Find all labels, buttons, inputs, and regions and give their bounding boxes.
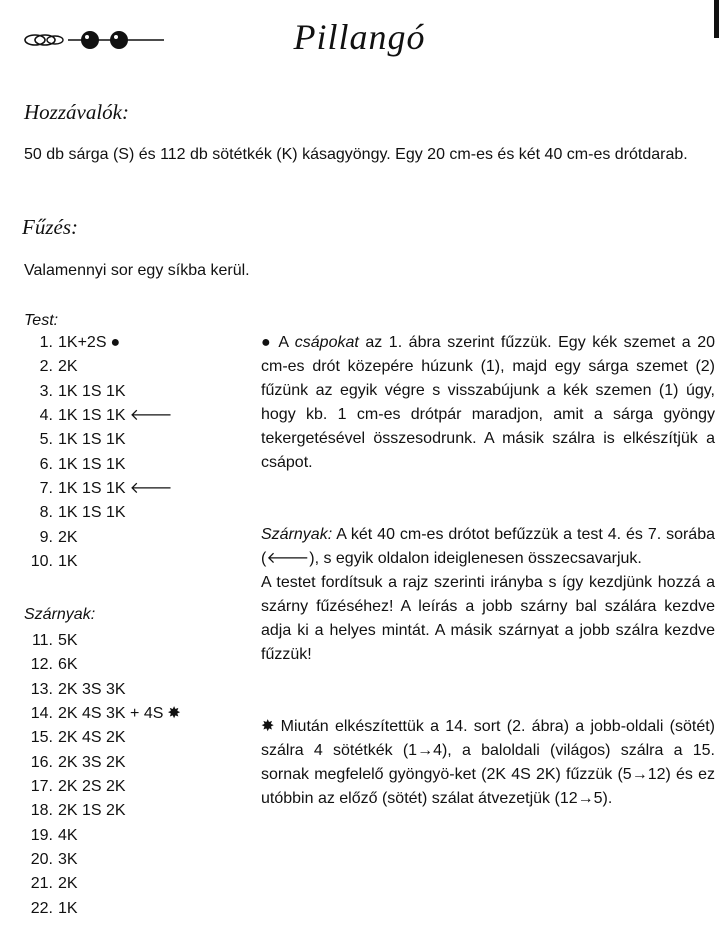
- pattern-row: [20, 702, 240, 726]
- pattern-row: [20, 775, 240, 799]
- antennae-note-lead: A: [278, 334, 289, 351]
- wings-note-continued: A testet fordítsuk a rajz szerinti irányba s így kezdjünk hozzá a szárny fűzéséhez! A leírás a jobb szárny bal szálára kezdve adja ki a helyes mintát. A másik szárnyat a jobb szálra kezdve fűzzük!: [261, 574, 715, 663]
- wings-note-text-a: A két 40 cm-es drótot befűzzük a test 4. és 7. sorába (: [261, 526, 716, 567]
- row-number: 20.: [30, 851, 53, 869]
- pattern-row: [20, 799, 240, 823]
- row-pattern: 2K: [58, 528, 78, 546]
- row-number: 8.: [39, 504, 53, 522]
- row-pattern: 1K+2S: [58, 334, 107, 351]
- row-pattern: 2K 4S 3K + 4S: [58, 705, 164, 723]
- wings-section-label: Szárnyak:: [24, 606, 96, 623]
- row-pattern: 1K 1S 1K: [58, 504, 126, 522]
- wings-note: [261, 523, 715, 571]
- pattern-row: [20, 380, 240, 404]
- row-number: 3.: [39, 382, 53, 400]
- row-pattern: 2K: [58, 875, 78, 893]
- row-number: 10.: [30, 553, 53, 571]
- row-number: 7.: [39, 480, 53, 498]
- pattern-row: [20, 751, 240, 775]
- left-arrow-icon: 🡐: [266, 550, 310, 567]
- row-number: 21.: [30, 875, 53, 893]
- row-number: 5.: [39, 431, 53, 449]
- row-number: 6.: [39, 455, 53, 473]
- pattern-row: [20, 453, 240, 477]
- row-number: 4.: [39, 407, 53, 425]
- row-pattern: 2K 4S 2K: [58, 729, 126, 747]
- wings-rows: [20, 629, 240, 921]
- pattern-row: [20, 404, 240, 428]
- threading-text: Valamennyi sor egy síkba kerül.: [24, 262, 250, 279]
- row-number: 14.: [30, 705, 53, 723]
- row-pattern: 1K 1S 1K: [58, 382, 126, 400]
- pattern-row: [20, 428, 240, 452]
- row14-note-text: Miután elkészítettük a 14. sort (2. ábra) a jobb-oldali (sötét) szálra 4 sötétkék (1→4), a baloldali (világos) szálra a 15. sornak megfelelő gyöngyö-ket (2K 4S 2K) fűzzük (5→12) és ez utóbbin az előző (sötét) szálat átvezetjük (12→5).: [261, 718, 715, 807]
- row-pattern: 2K 3S 2K: [58, 753, 126, 771]
- row-number: 12.: [30, 656, 53, 674]
- pattern-row: [20, 824, 240, 848]
- row-pattern: 3K: [58, 851, 78, 869]
- row-symbol-icon: 🡐: [129, 407, 173, 425]
- antennae-note-italic: csápokat: [294, 334, 359, 351]
- row-number: 13.: [30, 680, 53, 698]
- row-pattern: 1K 1S 1K: [58, 480, 126, 498]
- row-number: 17.: [30, 778, 53, 796]
- body-section-label: Test:: [24, 312, 59, 329]
- pattern-row: [20, 550, 240, 574]
- row-pattern: 1K: [58, 553, 78, 571]
- pattern-row: [20, 726, 240, 750]
- row-number: 19.: [30, 826, 53, 844]
- pattern-row: [20, 355, 240, 379]
- row-number: 1.: [39, 334, 53, 351]
- pattern-row: [20, 501, 240, 525]
- threading-heading: Fűzés:: [22, 215, 78, 239]
- body-rows: [20, 331, 240, 574]
- row-number: 22.: [30, 899, 53, 917]
- row-symbol-icon: ✸: [167, 705, 181, 723]
- row-number: 18.: [30, 802, 53, 820]
- ingredients-text: 50 db sárga (S) és 112 db sötétkék (K) kásagyöngy. Egy 20 cm-es és két 40 cm-es drótdarab.: [24, 146, 688, 163]
- row-pattern: 1K 1S 1K: [58, 455, 126, 473]
- pattern-row: [20, 872, 240, 896]
- row-pattern: 6K: [58, 656, 78, 674]
- bullet-dot-icon: ●: [261, 334, 273, 351]
- row-symbol-icon: 🡐: [129, 480, 173, 498]
- pattern-row: [20, 477, 240, 501]
- antennae-note-text: az 1. ábra szerint fűzzük. Egy kék szemet a 20 cm-es drót közepére húzunk (1), majd egy sárga szemet (2) fűzünk az egyik végre s visszabújunk a kék szemen (1) úgy, hogy kb. 1 cm-es drótpár maradjon, amit a sárga gyöngy tekergetésével összesodrunk. A másik szálra is elkészítjük a csápot.: [261, 334, 716, 471]
- antennae-note: [261, 331, 715, 475]
- row-number: 11.: [31, 632, 53, 649]
- row-symbol-icon: ●: [110, 334, 121, 351]
- row-pattern: 2K: [58, 358, 78, 376]
- ingredients-heading: Hozzávalók:: [24, 100, 129, 124]
- row-pattern: 5K: [58, 632, 78, 649]
- row-number: 9.: [39, 528, 53, 546]
- row-pattern: 1K 1S 1K: [58, 431, 126, 449]
- page-title: Pillangó: [293, 17, 426, 57]
- pattern-row: [20, 653, 240, 677]
- row-pattern: 1K: [58, 899, 78, 917]
- row-number: 15.: [30, 729, 53, 747]
- row-pattern: 2K 2S 2K: [58, 778, 126, 796]
- pattern-row: [20, 678, 240, 702]
- row14-note: [261, 715, 715, 811]
- pattern-row: [20, 526, 240, 550]
- row-pattern: 2K 3S 3K: [58, 680, 126, 698]
- row-number: 2.: [39, 358, 53, 376]
- wings-note-text-b: ), s egyik oldalon ideiglenesen összecsavarjuk.: [309, 550, 642, 567]
- pattern-row: [20, 629, 240, 653]
- star-bullet-icon: ✸: [261, 718, 275, 735]
- notes-column: [261, 331, 715, 811]
- row-number: 16.: [30, 753, 53, 771]
- row-pattern: 2K 1S 2K: [58, 802, 126, 820]
- row-pattern: 1K 1S 1K: [58, 407, 126, 425]
- row-pattern: 4K: [58, 826, 78, 844]
- wings-note-italic: Szárnyak:: [261, 526, 333, 543]
- pattern-row: [20, 897, 240, 921]
- pattern-row: [20, 848, 240, 872]
- pattern-row: [20, 331, 240, 355]
